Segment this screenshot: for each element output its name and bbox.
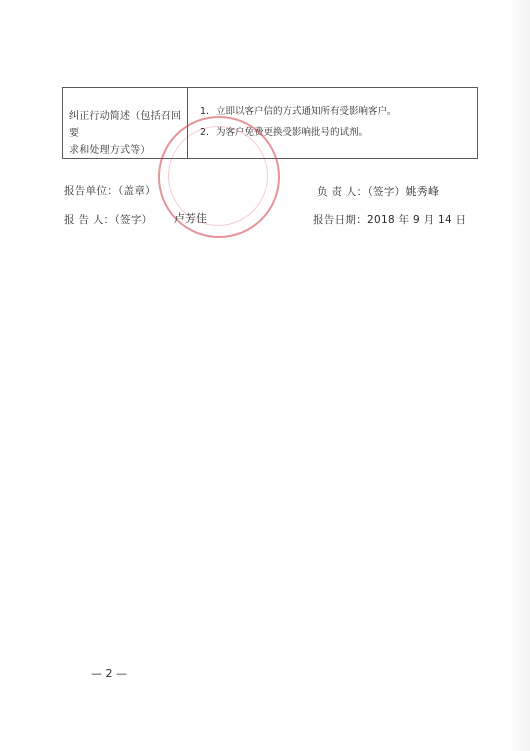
list-item-number: 2.: [200, 127, 210, 138]
reporter-signature: 卢芳佳: [174, 212, 207, 225]
list-item-text: 立即以客户信的方式通知所有受影响客户。: [216, 106, 397, 117]
responsible-person-field: [317, 183, 439, 199]
list-item-number: 1.: [200, 106, 210, 117]
page-number: — 2 —: [91, 667, 127, 680]
reporter-label: 报 告 人：（签字）: [64, 214, 153, 226]
report-date-label: 报告日期：: [313, 214, 367, 226]
responsible-person-label: 负 责 人：（签字）: [317, 186, 406, 198]
list-item: [200, 103, 477, 120]
report-date-value: 2018 年 9 月 14 日: [367, 214, 467, 226]
corrective-action-label-line2: 求和处理方式等）: [69, 145, 151, 156]
report-unit-label: 报告单位：（盖章）: [64, 185, 156, 197]
list-item-text: 为客户免费更换受影响批号的试剂。: [216, 127, 369, 138]
corrective-action-label-line1: 纠正行动简述（包括召回要: [69, 111, 182, 139]
responsible-person-signature: 姚秀峰: [405, 185, 440, 198]
report-date-field: [313, 212, 466, 227]
